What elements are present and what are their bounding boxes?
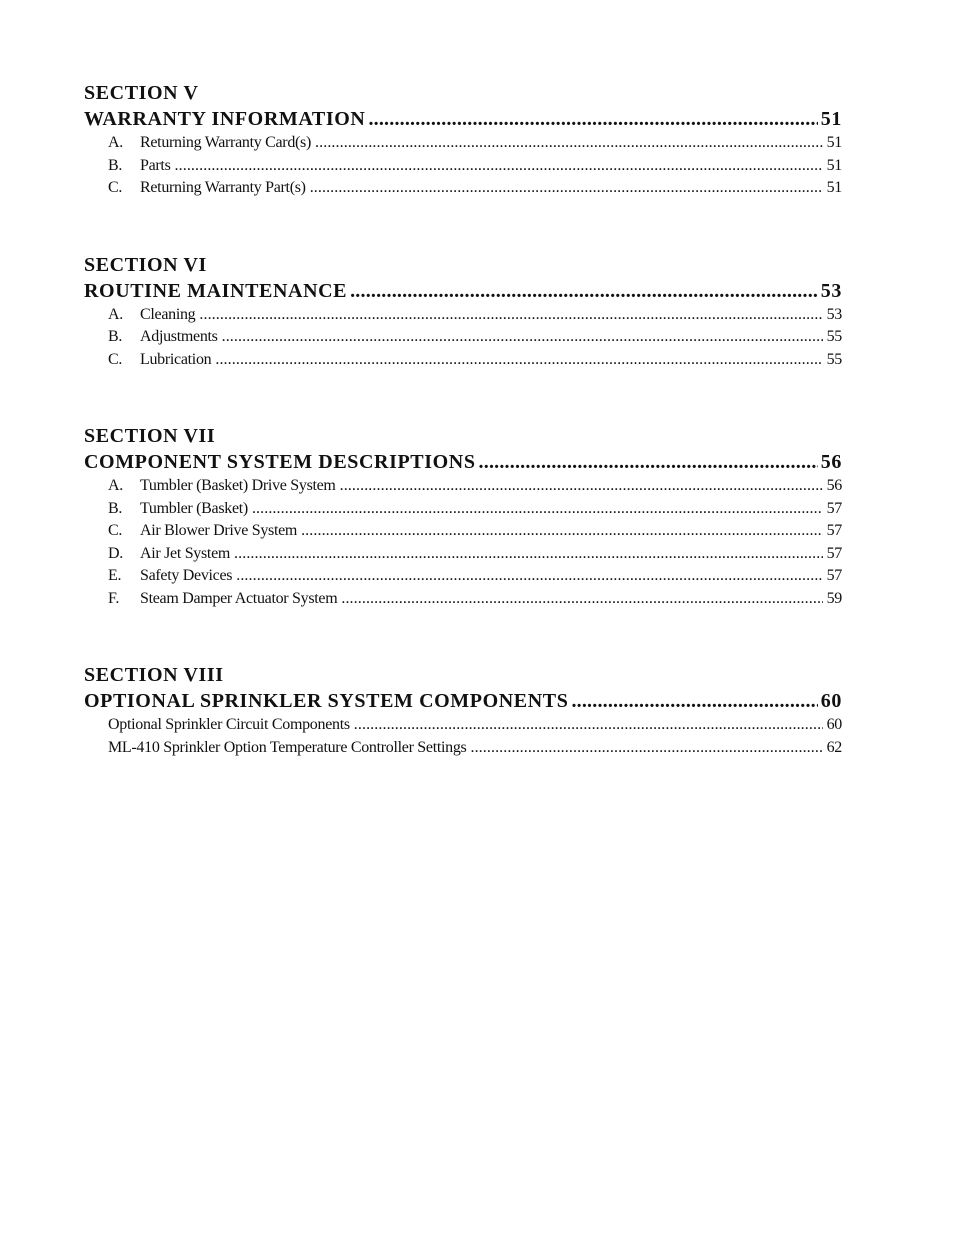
entry-title: Air Jet System [140, 544, 231, 562]
dot-leader [470, 737, 822, 760]
entry-letter: B. [108, 499, 123, 517]
page-number: 57 [826, 499, 842, 517]
dot-leader [479, 449, 818, 475]
dot-leader [368, 106, 817, 132]
entry-letter: B. [108, 156, 123, 174]
page-number: 59 [826, 589, 842, 607]
page-number: 57 [826, 522, 842, 539]
toc-section [84, 662, 842, 759]
dot-leader [350, 278, 818, 304]
dot-leader [340, 475, 823, 498]
dot-leader [310, 177, 823, 200]
toc-entry[interactable] [84, 588, 842, 611]
dot-leader [175, 155, 823, 178]
page-number: 57 [826, 544, 842, 562]
toc-entry[interactable] [84, 349, 842, 372]
section-heading-row[interactable] [84, 449, 842, 475]
page-number: 60 [826, 716, 842, 733]
toc-entry[interactable] [84, 475, 842, 498]
page-number: 51 [826, 134, 842, 151]
entry-letter: C. [108, 522, 123, 539]
table-of-contents [84, 80, 842, 811]
entry-list [84, 304, 842, 372]
toc-section [84, 252, 842, 372]
toc-entry[interactable] [84, 326, 842, 349]
page-number: 51 [826, 156, 842, 174]
section-heading-row[interactable] [84, 688, 842, 714]
entry-list [84, 714, 842, 759]
page-number: 57 [826, 567, 842, 584]
entry-letter: E. [108, 567, 122, 584]
toc-entry[interactable] [84, 155, 842, 178]
toc-entry[interactable] [84, 543, 842, 566]
page-number: 62 [826, 738, 842, 756]
page-number: 56 [820, 451, 842, 473]
entry-letter: A. [108, 305, 123, 323]
toc-entry[interactable] [84, 304, 842, 327]
page-number: 55 [826, 328, 842, 345]
dot-leader [234, 543, 823, 566]
section-label: SECTION VI [84, 253, 207, 276]
entry-letter: A. [108, 477, 123, 494]
toc-section [84, 423, 842, 610]
page-number: 60 [820, 690, 842, 712]
dot-leader [215, 349, 822, 372]
page-number: 53 [826, 305, 842, 323]
entry-list [84, 132, 842, 200]
entry-title: Air Blower Drive System [140, 522, 298, 539]
entry-title: Returning Warranty Card(s) [140, 134, 312, 151]
section-heading: ROUTINE MAINTENANCE [84, 279, 348, 302]
entry-letter: B. [108, 328, 123, 345]
entry-letter: C. [108, 179, 123, 196]
entry-letter: A. [108, 134, 123, 151]
entry-letter: C. [108, 350, 123, 368]
dot-leader [301, 520, 823, 543]
section-label: SECTION VII [84, 425, 216, 447]
dot-leader [252, 498, 823, 521]
toc-entry[interactable] [84, 565, 842, 588]
entry-title: Lubrication [140, 350, 212, 368]
entry-title: ML-410 Sprinkler Option Temperature Controller Settings [108, 738, 467, 756]
dot-leader [571, 688, 817, 714]
entry-title: Adjustments [140, 328, 218, 345]
dot-leader [199, 304, 822, 327]
toc-entry[interactable] [84, 177, 842, 200]
section-heading: COMPONENT SYSTEM DESCRIPTIONS [84, 451, 476, 473]
section-heading: OPTIONAL SPRINKLER SYSTEM COMPONENTS [84, 690, 569, 712]
entry-title: Tumbler (Basket) Drive System [140, 477, 336, 494]
page-number: 53 [820, 279, 842, 302]
section-label: SECTION VIII [84, 664, 224, 686]
entry-letter: D. [108, 544, 123, 562]
entry-list [84, 475, 842, 610]
dot-leader [354, 714, 823, 737]
entry-title: Parts [140, 156, 171, 174]
entry-title: Returning Warranty Part(s) [140, 179, 306, 196]
entry-title: Cleaning [140, 305, 196, 323]
dot-leader [222, 326, 823, 349]
toc-entry[interactable] [84, 737, 842, 760]
section-label: SECTION V [84, 82, 199, 104]
toc-entry[interactable] [84, 498, 842, 521]
toc-section [84, 80, 842, 200]
toc-entry[interactable] [84, 132, 842, 155]
page-number: 51 [820, 108, 842, 130]
page-number: 56 [826, 477, 842, 494]
section-heading: WARRANTY INFORMATION [84, 108, 366, 130]
entry-title: Safety Devices [140, 567, 233, 584]
toc-entry[interactable] [84, 520, 842, 543]
entry-title: Tumbler (Basket) [140, 499, 248, 517]
entry-letter: F. [108, 589, 120, 607]
section-heading-row[interactable] [84, 106, 842, 132]
dot-leader [341, 588, 822, 611]
page-number: 51 [826, 179, 842, 196]
page-number: 55 [826, 350, 842, 368]
dot-leader [236, 565, 822, 588]
section-heading-row[interactable] [84, 278, 842, 304]
toc-entry[interactable] [84, 714, 842, 737]
entry-title: Steam Damper Actuator System [140, 589, 338, 607]
entry-title: Optional Sprinkler Circuit Components [108, 716, 350, 733]
dot-leader [315, 132, 823, 155]
